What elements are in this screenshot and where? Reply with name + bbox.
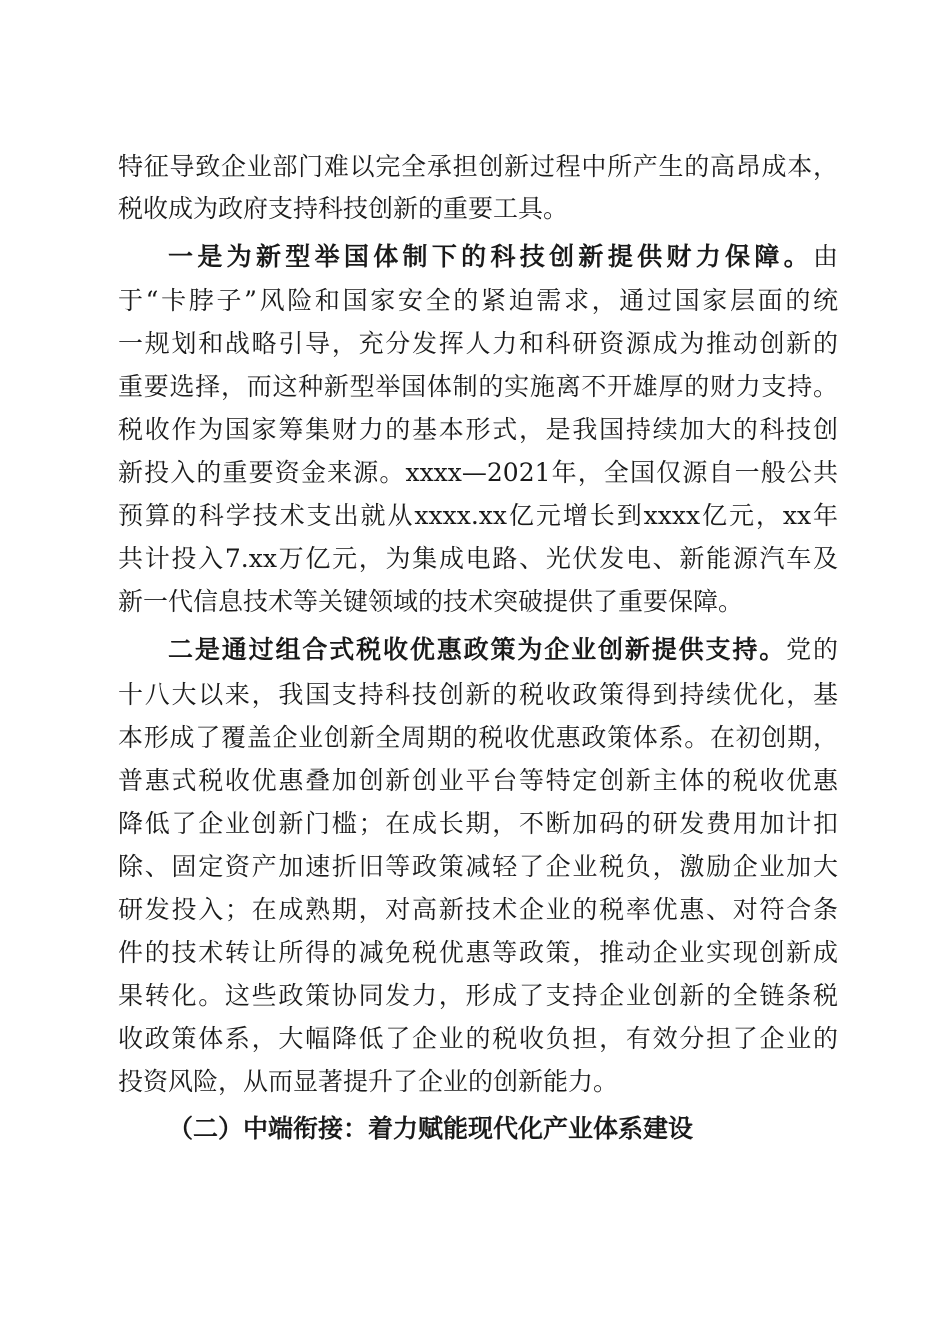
text-line: 普惠式税收优惠叠加创新创业平台等特定创新主体的税收优惠 xyxy=(118,766,838,795)
paragraph-lead-sentence: 一是为新型举国体制下的科技创新提供财力保障。 xyxy=(168,242,813,271)
text-line: 税收成为政府支持科技创新的重要工具。 xyxy=(118,194,569,223)
text-line: 件的技术转让所得的减免税优惠等政策，推动企业实现创新成 xyxy=(118,938,838,967)
text-line: 本形成了覆盖企业创新全周期的税收优惠政策体系。在初创期， xyxy=(118,723,838,752)
text-line: 新一代信息技术等关键领域的技术突破提供了重要保障。 xyxy=(118,587,744,616)
text-line: 除、固定资产加速折旧等政策减轻了企业税负，激励企业加大 xyxy=(118,852,838,881)
text-line: 降低了企业创新门槛；在成长期，不断加码的研发费用加计扣 xyxy=(118,809,838,838)
text-line: 研发投入；在成熟期，对高新技术企业的税率优惠、对符合条 xyxy=(118,895,838,924)
text-line: 收政策体系，大幅降低了企业的税收负担，有效分担了企业的 xyxy=(118,1024,838,1053)
text-run: 由 xyxy=(812,242,838,271)
text-run: 党的 xyxy=(786,635,838,664)
text-line: 投资风险，从而显著提升了企业的创新能力。 xyxy=(118,1067,619,1096)
text-line: 税收作为国家筹集财力的基本形式，是我国持续加大的科技创 xyxy=(118,415,838,444)
section-heading: （二）中端衔接：着力赋能现代化产业体系建设 xyxy=(168,1114,694,1143)
text-line: 预算的科学技术支出就从xxxx.xx亿元增长到xxxx亿元，xx年 xyxy=(118,501,838,530)
text-line: 十八大以来，我国支持科技创新的税收政策得到持续优化，基 xyxy=(118,680,838,709)
text-line: 重要选择，而这种新型举国体制的实施离不开雄厚的财力支持。 xyxy=(118,372,838,401)
paragraph-lead-sentence: 二是通过组合式税收优惠政策为企业创新提供支持。 xyxy=(168,635,787,664)
paragraph-first-line xyxy=(168,631,838,669)
paragraph-first-line xyxy=(168,238,838,276)
text-line: 果转化。这些政策协同发力，形成了支持企业创新的全链条税 xyxy=(118,981,838,1010)
text-line: 于“卡脖子”风险和国家安全的紧迫需求，通过国家层面的统 xyxy=(118,286,838,315)
text-line: 新投入的重要资金来源。xxxx—2021年，全国仅源自一般公共 xyxy=(118,458,838,487)
text-line: 特征导致企业部门难以完全承担创新过程中所产生的高昂成本， xyxy=(118,152,838,181)
text-line: 一规划和战略引导，充分发挥人力和科研资源成为推动创新的 xyxy=(118,329,838,358)
text-line: 共计投入7.xx万亿元，为集成电路、光伏发电、新能源汽车及 xyxy=(118,544,838,573)
